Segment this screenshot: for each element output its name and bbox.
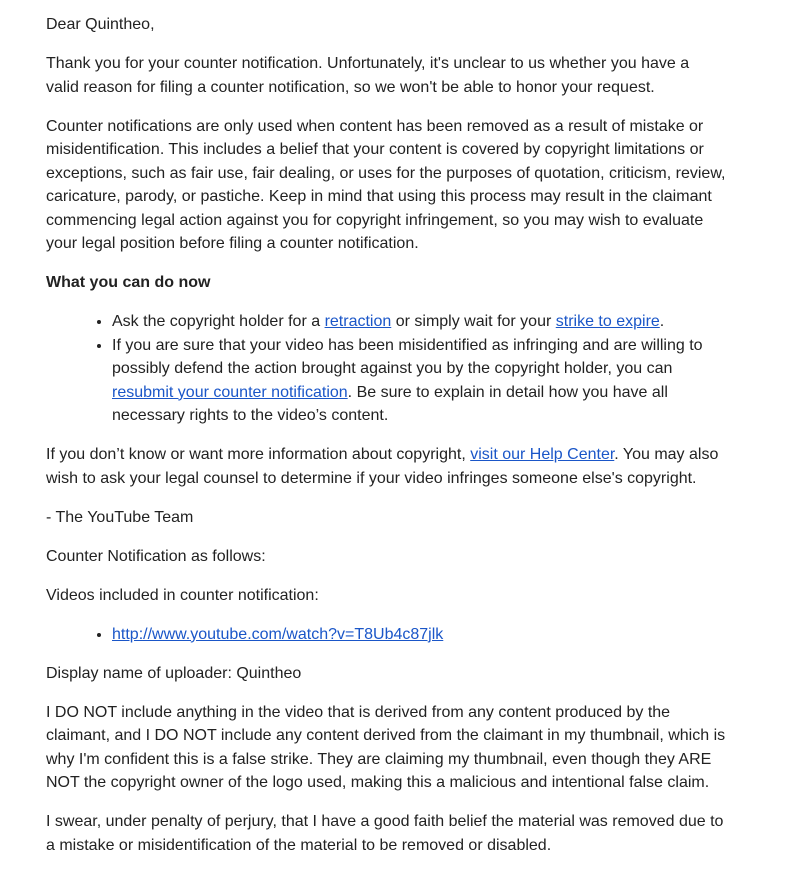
explanation-paragraph: Counter notifications are only used when content has been removed as a result of mistake or misidentification. This includes a belief that your content is covered by copyright limitations or exceptions, such as fair use, fair dealing, or uses for the purposes of quotation, criticism, review, caricature, parody, or pastiche. Keep in mind that using this process may result in the claimant commencing legal action against you for copyright infringement, so you may wish to evaluate your legal position before filing a counter notification. — [46, 117, 726, 252]
bullet1-text-middle: or simply wait for your — [391, 313, 556, 330]
help-text-after: . You may also wish to ask your legal counsel to determine if your video infringes someone else's copyright. — [46, 446, 719, 487]
help-text-before: If you don’t know or want more information about copyright, — [46, 446, 471, 463]
intro-paragraph: Thank you for your counter notification. Unfortunately, it's unclear to us whether you have a valid reason for filing a counter notification, so we won't be able to honor your request. — [46, 55, 690, 96]
what-you-can-do-heading: What you can do now — [46, 274, 211, 291]
retraction-link[interactable]: retraction — [324, 313, 392, 330]
display-name: Display name of uploader: Quintheo — [46, 664, 302, 682]
options-list — [46, 310, 726, 428]
bullet1-text-after: . — [659, 313, 665, 330]
signature: - The YouTube Team — [46, 508, 194, 526]
list-item — [112, 334, 726, 428]
videos-label: Videos included in counter notification: — [46, 586, 319, 604]
bullet1-text-before: Ask the copyright holder for a — [112, 313, 325, 330]
video-url-link[interactable]: http://www.youtube.com/watch?v=T8Ub4c87jlk — [112, 625, 444, 643]
uploader-statement: I DO NOT include anything in the video that is derived from any content produced by the claimant, and I DO NOT include any content derived from the claimant in my thumbnail, which is why I'm confident this is a false strike. They are claiming my thumbnail, even though they ARE NOT the copyright owner of the logo used, making this a malicious and intentional false claim. — [46, 703, 726, 791]
perjury-oath: I swear, under penalty of perjury, that I have a good faith belief the material was removed due to a mistake or misidentification of the material to be removed or disabled. — [46, 813, 724, 854]
help-paragraph — [46, 443, 726, 490]
list-item — [112, 623, 726, 647]
help-center-link[interactable]: visit our Help Center — [470, 446, 615, 463]
videos-list — [46, 623, 726, 647]
email-body — [46, 13, 726, 873]
bullet2-text-before: If you are sure that your video has been misidentified as infringing and are willing to possibly defend the action brought against you by the copyright holder, you can — [112, 336, 703, 377]
list-item — [112, 310, 726, 334]
greeting: Dear Quintheo, — [46, 16, 155, 33]
resubmit-counter-notification-link[interactable]: resubmit your counter notification — [112, 383, 348, 401]
bullet2-text-after: . Be sure to explain in detail how you have all necessary rights to the video’s content. — [112, 383, 668, 424]
counter-notification-intro: Counter Notification as follows: — [46, 547, 266, 565]
strike-to-expire-link[interactable]: strike to expire — [555, 313, 660, 330]
